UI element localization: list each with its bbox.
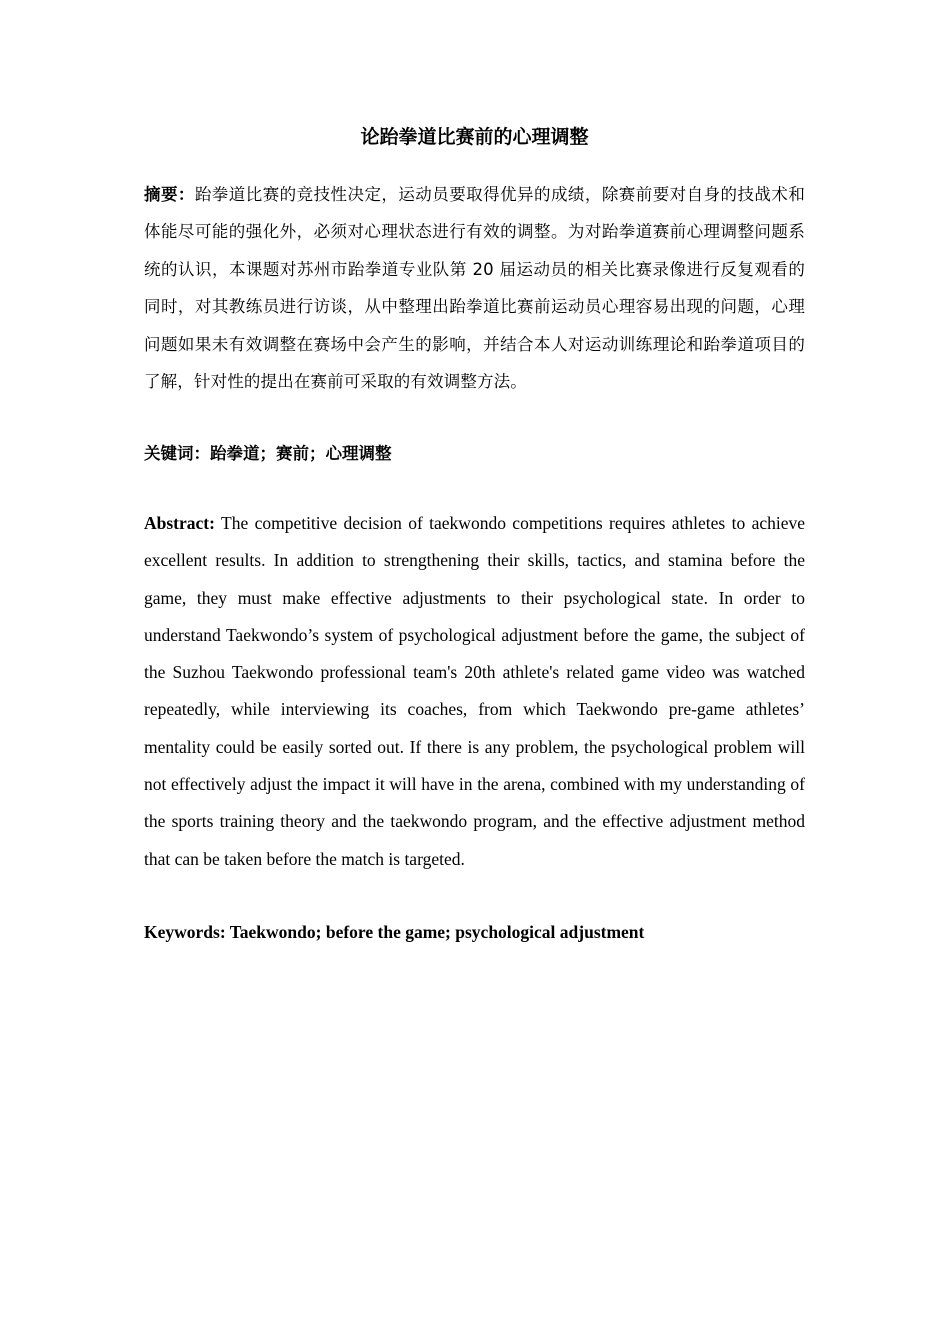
keywords-en: Keywords: Taekwondo; before the game; psychological adjustment — [144, 922, 645, 942]
abstract-cn-label: 摘要： — [144, 185, 195, 204]
abstract-en-text: The competitive decision of taekwondo competitions requires athletes to achieve excellent results. In addition to strengthening their skills, tactics, and stamina before the game, they must make effective adjustments to their psychological state. In order to understand Taekwondo’s system of psychological adjustment before the game, the subject of the Suzhou Taekwondo professional team's 20th athlete's related game video was watched repeatedly, while interviewing its coaches, from which Taekwondo pre-game athletes’ mentality could be easily sorted out. If there is any problem, the psychological problem will not effectively adjust the impact it will have in the arena, combined with my understanding of the sports training theory and the taekwondo program, and the effective adjustment method that can be taken before the match is targeted. — [144, 513, 805, 869]
abstract-cn-text: 跆拳道比赛的竞技性决定，运动员要取得优异的成绩，除赛前要对自身的技战术和体能尽可能的强化外，必须对心理状态进行有效的调整。为对跆拳道赛前心理调整问题系统的认识，本课题对苏州市跆拳道专业队第 20 届运动员的相关比赛录像进行反复观看的同时，对其教练员进行访谈，从中整理出跆拳道比赛前运动员心理容易出现的问题，心理问题如果未有效调整在赛场中会产生的影响，并结合本人对运动训练理论和跆拳道项目的了解，针对性的提出在赛前可采取的有效调整方法。 — [144, 185, 805, 392]
page-title: 论跆拳道比赛前的心理调整 — [360, 126, 589, 148]
abstract-en — [144, 505, 805, 878]
keywords-cn: 关键词：跆拳道；赛前；心理调整 — [144, 444, 392, 463]
abstract-en-label: Abstract: — [144, 513, 215, 533]
abstract-cn — [144, 176, 805, 400]
